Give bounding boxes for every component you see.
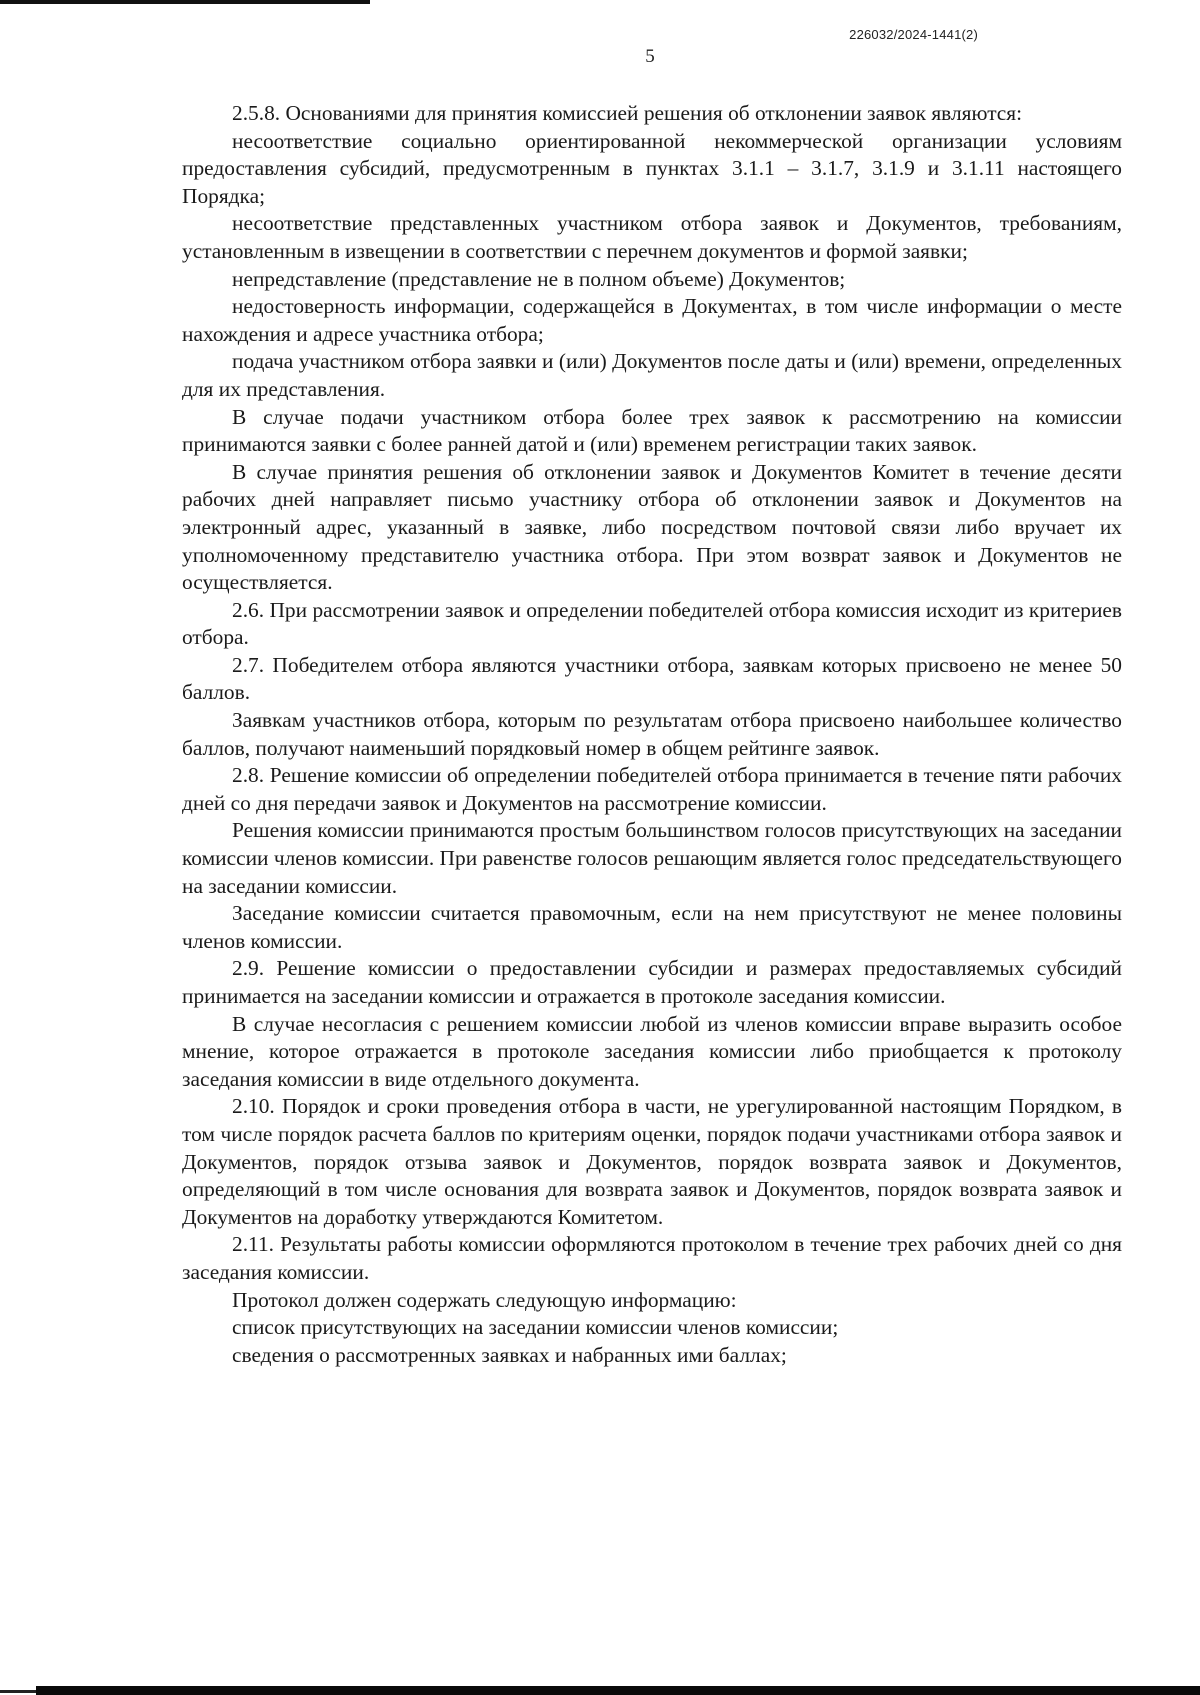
paragraph-2-5-8: 2.5.8. Основаниями для принятия комиссией решения об отклонении заявок являются: [232, 101, 1023, 125]
scan-edge-top [0, 0, 370, 4]
scan-edge-bottom [36, 1686, 1200, 1695]
paragraph-text: В случае несогласия с решением комиссии любой из членов комиссии вправе выразить особое мнение, которое отражается в протоколе заседания комиссии либо приобщается к протоколу заседания комиссии в виде отдельного документа. [182, 1011, 1122, 1091]
rejection-ground-item: несоответствие социально ориентированной некоммерческой организации условиям предоставления субсидий, предусмотренным в пунктах 3.1.1 – 3.1.7, 3.1.9 и 3.1.11 настоящего Порядка; [182, 128, 1122, 208]
paragraph-2-6: 2.6. При рассмотрении заявок и определении победителей отбора комиссия исходит из критериев отбора. [182, 597, 1122, 650]
protocol-list-item: сведения о рассмотренных заявках и набранных ими баллах; [232, 1342, 787, 1367]
document-body [182, 100, 1122, 1369]
page-number: 5 [645, 46, 655, 67]
paragraph-2-11: 2.11. Результаты работы комиссии оформляются протоколом в течение трех рабочих дней со дня заседания комиссии. [182, 1232, 1122, 1284]
paragraph-text: В случае подачи участником отбора более трех заявок к рассмотрению на комиссии принимаются заявки с более ранней датой и (или) временем регистрации таких заявок. [182, 404, 1122, 457]
rejection-ground-item: подача участником отбора заявки и (или) Документов после даты и (или) времени, определенных для их представления. [182, 349, 1122, 401]
paragraph-text: В случае принятия решения об отклонении заявок и Документов Комитет в течение десяти рабочих дней направляет письмо участнику отбора об отклонении заявок и Документов на электронный адрес, указанный в заявке, либо посредством почтовой связи либо вручает их уполномоченному представителю участника отбора. При этом возврат заявок и Документов не осуществляется. [182, 459, 1122, 595]
protocol-intro: Протокол должен содержать следующую информацию: [232, 1287, 737, 1312]
rejection-ground-item: несоответствие представленных участником отбора заявок и Документов, требованиям, установленным в извещении в соответствии с перечнем документов и формой заявки; [182, 211, 1122, 263]
protocol-list-item: список присутствующих на заседании комиссии членов комиссии; [232, 1315, 839, 1340]
paragraph-text: Заявкам участников отбора, которым по результатам отбора присвоено наибольшее количество баллов, получают наименьший порядковый номер в общем рейтинге заявок. [182, 708, 1122, 760]
paragraph-2-10: 2.10. Порядок и сроки проведения отбора в части, не урегулированной настоящим Порядком, в том числе порядок расчета баллов по критериям оценки, порядок подачи участниками отбора заявок и Документов, порядок отзыва заявок и Документов, порядок возврата заявок и Документов, определяющий в том числе основания для возврата заявок и Документов, порядок возврата заявок и Документов на доработку утверждаются Комитетом. [182, 1094, 1122, 1229]
paragraph-2-8: 2.8. Решение комиссии об определении победителей отбора принимается в течение пяти рабочих дней со дня передачи заявок и Документов на рассмотрение комиссии. [182, 763, 1122, 815]
rejection-ground-item: недостоверность информации, содержащейся в Документах, в том числе информации о месте нахождения и адресе участника отбора; [182, 294, 1122, 346]
scan-edge-bottom-left [0, 1690, 36, 1693]
paragraph-text: Заседание комиссии считается правомочным, если на нем присутствуют не менее половины членов комиссии. [182, 901, 1122, 953]
rejection-ground-item: непредставление (представление не в полном объеме) Документов; [232, 266, 846, 291]
paragraph-2-9: 2.9. Решение комиссии о предоставлении субсидии и размерах предоставляемых субсидий принимается на заседании комиссии и отражается в протоколе заседания комиссии. [182, 956, 1122, 1008]
document-registration-number: 226032/2024-1441(2) [849, 27, 978, 42]
paragraph-2-7: 2.7. Победителем отбора являются участники отбора, заявкам которых присвоено не менее 50 баллов. [182, 652, 1122, 705]
paragraph-text: Решения комиссии принимаются простым большинством голосов присутствующих на заседании комиссии членов комиссии. При равенстве голосов решающим является голос председательствующего на заседании комиссии. [182, 818, 1122, 898]
